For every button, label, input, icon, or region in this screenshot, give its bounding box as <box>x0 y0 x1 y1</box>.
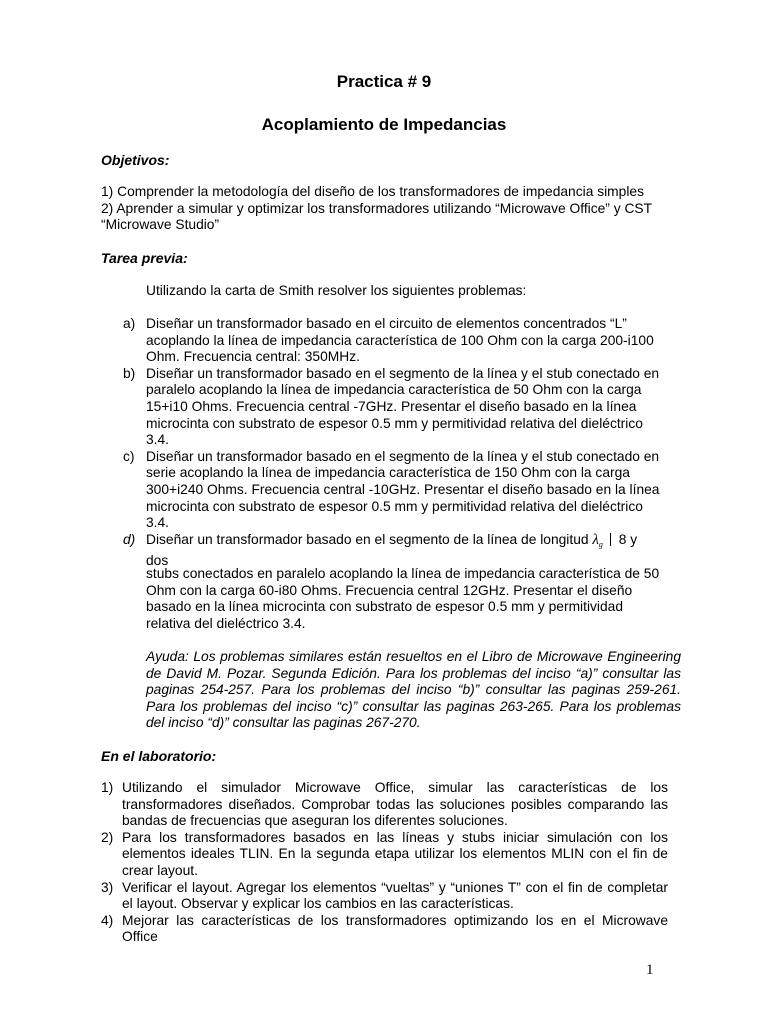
laboratorio-list <box>101 780 668 946</box>
problem-item <box>101 316 661 366</box>
tarea-intro: Utilizando la carta de Smith resolver los siguientes problemas: <box>146 283 527 298</box>
lab-item <box>101 780 668 830</box>
objetivo-line: 2) Aprender a simular y optimizar los transformadores utilizando “Microwave Office” y CST <box>101 200 653 216</box>
lab-item <box>101 830 668 880</box>
objetivos-list <box>101 184 681 234</box>
problem-text: Diseñar un transformador basado en el segmento de la línea de longitud <box>146 531 589 547</box>
lambda-symbol <box>592 532 603 548</box>
page-title: Practica # 9 <box>336 72 432 91</box>
problem-item <box>101 532 661 570</box>
problem-text: Diseñar un transformador basado en el segmento de la línea y el stub conectado en serie acoplando la línea de impedancia característica de 150 Ohm con la carga 300+i240 Ohms. Frecuencia central -10GHz. Presentar el diseño basado en la línea microcinta con substrato de espesor 0.5 mm y permitividad relativa del dieléctrico 3.4. <box>146 448 660 531</box>
lab-marker: 2) <box>101 829 114 845</box>
problem-marker: c) <box>123 448 135 464</box>
tarea-heading: Tarea previa: <box>101 250 188 266</box>
ayuda-paragraph: Ayuda: Los problemas similares están resueltos en el Libro de Microwave Engineering de David M. Pozar. Segunda Edición. Para los problemas del inciso “a)” consultar las paginas 254-257. Para los problemas del inciso “b)” consultar las paginas 259-261. Para los problemas del inciso “c)” consultar las paginas 263-265. Para los problemas del inciso “d)” consultar las paginas 267-270. <box>146 649 681 731</box>
page-number: 1 <box>646 962 654 978</box>
problem-text: Diseñar un transformador basado en el segmento de la línea y el stub conectado en paralelo acoplando la línea de impedancia característica de 50 Ohm con la carga 15+i10 Ohms. Frecuencia central -7GHz. Presentar el diseño basado en la línea microcinta con substrato de espesor 0.5 mm y permitividad relativa del dieléctrico 3.4. <box>146 365 660 448</box>
lab-text: Verificar el layout. Agregar los elementos “vueltas” y “uniones T” con el fin de completar el layout. Observar y explicar los cambios en las características. <box>122 879 668 912</box>
lab-item <box>101 880 668 913</box>
lambda-subscript: g <box>598 539 603 549</box>
problem-marker: a) <box>123 316 136 331</box>
lab-marker: 4) <box>101 912 114 928</box>
problem-marker: b) <box>123 365 136 381</box>
lab-text: Utilizando el simulador Microwave Office, simular las características de los transformadores diseñados. Comprobar todas las soluciones posibles comparando las bandas de frecuencias que aseguran los diferentes soluciones. <box>122 780 668 829</box>
tarea-problem-list <box>101 316 661 570</box>
problem-item <box>101 449 661 532</box>
problem-marker: d) <box>123 531 136 547</box>
lab-marker: 1) <box>101 780 114 795</box>
objetivo-line: 1) Comprender la metodología del diseño de los transformadores de impedancia simples <box>101 184 644 199</box>
problem-d-continuation: stubs conectados en paralelo acoplando la línea de impedancia característica de 50 Ohm con la carga 60-i80 Ohms. Frecuencia central 12GHz. Presentar el diseño basado en la línea microcinta con substrato de espesor 0.5 mm y permitividad relativa del dieléctrico 3.4. <box>146 566 660 631</box>
problem-text: Diseñar un transformador basado en el circuito de elementos concentrados “L” acoplando la línea de impedancia característica de 100 Ohm con la carga 200-i100 Ohm. Frecuencia central: 350MHz. <box>146 316 654 365</box>
page-subtitle: Acoplamiento de Impedancias <box>261 115 507 134</box>
lab-marker: 3) <box>101 879 114 895</box>
fraction-bar <box>610 533 619 546</box>
lab-text: Para los transformadores basados en las líneas y stubs iniciar simulación con los elementos ideales TLIN. En la segunda etapa utilizar los elementos MLIN con el fin de crear layout. <box>122 829 668 878</box>
problem-text-after: 8 y dos <box>146 531 638 569</box>
objetivos-heading: Objetivos: <box>101 152 170 168</box>
lab-text: Mejorar las características de los transformadores optimizando los en el Microwave Office <box>122 912 668 945</box>
lab-item <box>101 913 668 946</box>
laboratorio-heading: En el laboratorio: <box>101 748 217 764</box>
lambda-glyph: λ <box>592 531 599 548</box>
objetivo-line: “Microwave Studio” <box>101 217 220 233</box>
problem-item <box>101 366 661 449</box>
